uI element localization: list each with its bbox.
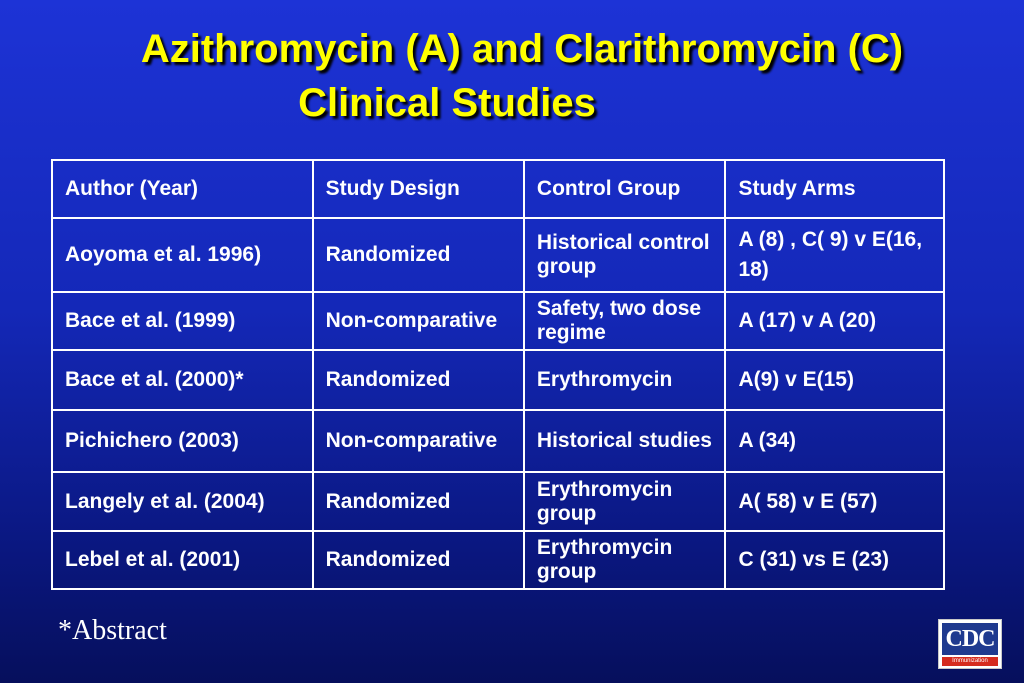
table-row <box>52 292 944 350</box>
cdc-logo-subtext: Immunization <box>942 657 998 666</box>
header-study-design: Study Design <box>313 160 524 218</box>
cell-author: Aoyoma et al. 1996) <box>52 218 313 292</box>
cell-arms: A (8) , C( 9) v E(16, 18) <box>725 218 944 292</box>
clinical-studies-table <box>51 159 945 590</box>
cell-author: Pichichero (2003) <box>52 410 313 472</box>
cell-control: Erythromycin group <box>524 472 726 531</box>
table-row <box>52 218 944 292</box>
cell-arms: A (17) v A (20) <box>725 292 944 350</box>
cell-control: Erythromycin <box>524 350 726 410</box>
cell-author: Langely et al. (2004) <box>52 472 313 531</box>
cell-arms: A(9) v E(15) <box>725 350 944 410</box>
cell-design: Non-comparative <box>313 410 524 472</box>
table-row <box>52 472 944 531</box>
cell-control: Historical control group <box>524 218 726 292</box>
table-row <box>52 350 944 410</box>
cell-arms: A( 58) v E (57) <box>725 472 944 531</box>
slide-title <box>0 22 1024 130</box>
table-row <box>52 531 944 589</box>
cell-author: Bace et al. (2000)* <box>52 350 313 410</box>
cdc-logo-text: CDC <box>942 623 998 655</box>
table-row <box>52 410 944 472</box>
cell-author: Lebel et al. (2001) <box>52 531 313 589</box>
cell-control: Historical studies <box>524 410 726 472</box>
cell-design: Randomized <box>313 531 524 589</box>
footnote-abstract: *Abstract <box>58 615 167 646</box>
cell-design: Randomized <box>313 472 524 531</box>
header-author-year: Author (Year) <box>52 160 313 218</box>
cell-design: Non-comparative <box>313 292 524 350</box>
header-control-group: Control Group <box>524 160 726 218</box>
cell-arms: C (31) vs E (23) <box>725 531 944 589</box>
table-header-row <box>52 160 944 218</box>
header-study-arms: Study Arms <box>725 160 944 218</box>
cell-arms: A (34) <box>725 410 944 472</box>
title-line-1: Azithromycin (A) and Clarithromycin (C) <box>140 27 904 71</box>
cell-design: Randomized <box>313 218 524 292</box>
cell-design: Randomized <box>313 350 524 410</box>
cdc-logo <box>938 619 1002 669</box>
cell-control: Safety, two dose regime <box>524 292 726 350</box>
cell-control: Erythromycin group <box>524 531 726 589</box>
cell-author: Bace et al. (1999) <box>52 292 313 350</box>
title-line-2: Clinical Studies <box>298 81 596 125</box>
